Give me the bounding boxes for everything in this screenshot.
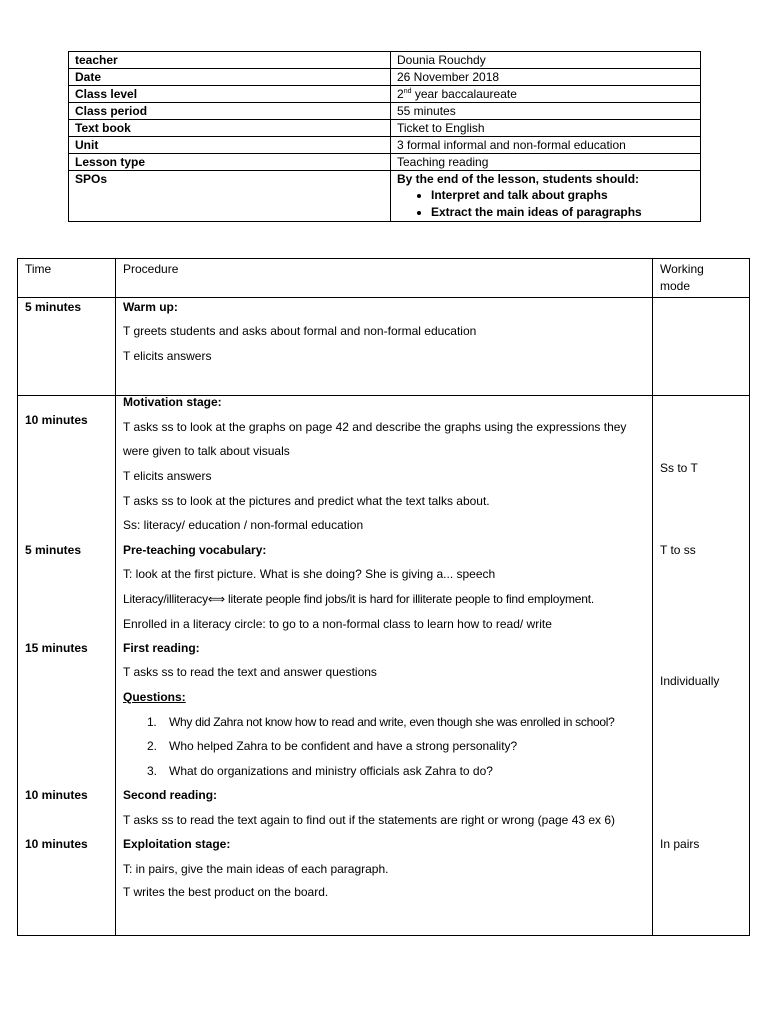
info-label: Text book [69, 120, 391, 137]
questions-title: Questions: [123, 690, 186, 704]
info-value: Teaching reading [391, 154, 701, 171]
warmup-time-cell [18, 298, 116, 396]
warmup-mode-cell [653, 298, 750, 396]
time-second-reading: 10 minutes [25, 788, 88, 802]
warmup-line: T elicits answers [123, 349, 212, 363]
spos-item: • Interpret and talk about graphs [431, 187, 700, 204]
info-label: Date [69, 69, 391, 86]
preteach-word: Literacy/illiteracy [123, 592, 208, 606]
time-motivation: 10 minutes [25, 413, 88, 427]
main-mode-cell [653, 396, 750, 936]
warmup-title: Warm up: [123, 300, 178, 314]
warmup-line: T greets students and asks about formal and non-formal education [123, 324, 477, 338]
info-value: Ticket to English [391, 120, 701, 137]
motivation-line: Ss: literacy/ education / non-formal education [123, 518, 364, 532]
preteach-line [123, 591, 594, 607]
lesson-info-table [68, 51, 701, 222]
time-header: Time [18, 259, 116, 298]
info-row-unit [69, 137, 701, 154]
class-level-suffix: nd [403, 88, 412, 95]
question-number: 1. [147, 715, 157, 729]
spos-value [391, 171, 701, 222]
question-item [147, 714, 614, 730]
question-text: Why did Zahra not know how to read and write, even though she was enrolled in school? [169, 715, 615, 729]
preteach-explanation: literate people find jobs/it is hard for illiterate people to find employment. [224, 592, 595, 606]
mode-t-to-ss: T to ss [660, 543, 696, 557]
mode-individually: Individually [660, 674, 720, 688]
info-label: teacher [69, 52, 391, 69]
motivation-line: T elicits answers [123, 469, 212, 483]
question-item [147, 738, 517, 754]
time-preteach: 5 minutes [25, 543, 82, 557]
question-text: Who helped Zahra to be confident and have a strong personality? [169, 739, 518, 753]
time-first-reading: 15 minutes [25, 641, 88, 655]
spos-list [397, 187, 700, 221]
working-mode-header [653, 259, 750, 298]
working-mode-header-line2: mode [660, 279, 691, 293]
procedure-header: Procedure [116, 259, 653, 298]
info-value [391, 86, 701, 103]
class-level-text: year baccalaureate [411, 87, 517, 101]
double-arrow-icon: ⟺ [207, 592, 225, 606]
preteach-title: Pre-teaching vocabulary: [123, 543, 267, 557]
info-row-class-period [69, 103, 701, 120]
second-reading-title: Second reading: [123, 788, 218, 802]
main-row [18, 396, 750, 936]
lesson-procedure-table [17, 258, 750, 936]
info-value: 3 formal informal and non-formal education [391, 137, 701, 154]
spos-intro: By the end of the lesson, students should: [397, 172, 640, 186]
info-row-class-level [69, 86, 701, 103]
info-label: Unit [69, 137, 391, 154]
info-row-spos [69, 171, 701, 222]
warmup-row [18, 298, 750, 396]
motivation-line: T asks ss to look at the pictures and predict what the text talks about. [123, 494, 490, 508]
question-text: What do organizations and ministry officials ask Zahra to do? [169, 764, 493, 778]
info-label: Class period [69, 103, 391, 120]
preteach-line: Enrolled in a literacy circle: to go to a non-formal class to learn how to read/ write [123, 617, 552, 631]
time-exploitation: 10 minutes [25, 837, 88, 851]
main-time-cell [18, 396, 116, 936]
info-label: Lesson type [69, 154, 391, 171]
warmup-time: 5 minutes [25, 300, 82, 314]
exploitation-line: T: in pairs, give the main ideas of each paragraph. [123, 862, 389, 876]
main-procedure-cell [116, 396, 653, 936]
exploitation-line: T writes the best product on the board. [123, 885, 329, 899]
info-row-teacher [69, 52, 701, 69]
motivation-title: Motivation stage: [123, 395, 222, 409]
second-reading-line: T asks ss to read the text again to find out if the statements are right or wrong (page 43 ex 6) [123, 813, 616, 827]
question-number: 3. [147, 764, 158, 778]
mode-ss-to-t: Ss to T [660, 461, 698, 475]
info-label: SPOs [69, 171, 391, 222]
info-row-date [69, 69, 701, 86]
info-value: Dounia Rouchdy [391, 52, 701, 69]
exploitation-title: Exploitation stage: [123, 837, 231, 851]
class-level-number: 2 [397, 87, 404, 101]
motivation-line: were given to talk about visuals [123, 444, 290, 458]
question-number: 2. [147, 739, 158, 753]
spos-item: • Extract the main ideas of paragraphs [431, 204, 700, 221]
info-value: 26 November 2018 [391, 69, 701, 86]
question-item [147, 763, 493, 779]
mode-in-pairs: In pairs [660, 837, 700, 851]
header-row [18, 259, 750, 298]
info-label: Class level [69, 86, 391, 103]
first-reading-line: T asks ss to read the text and answer questions [123, 665, 377, 679]
preteach-line: T: look at the first picture. What is she doing? She is giving a... speech [123, 567, 496, 581]
info-row-text-book [69, 120, 701, 137]
warmup-procedure-cell [116, 298, 653, 396]
first-reading-title: First reading: [123, 641, 200, 655]
working-mode-header-line1: Working [660, 262, 704, 276]
info-row-lesson-type [69, 154, 701, 171]
motivation-line: T asks ss to look at the graphs on page 42 and describe the graphs using the expressions they [123, 420, 627, 434]
info-value: 55 minutes [391, 103, 701, 120]
